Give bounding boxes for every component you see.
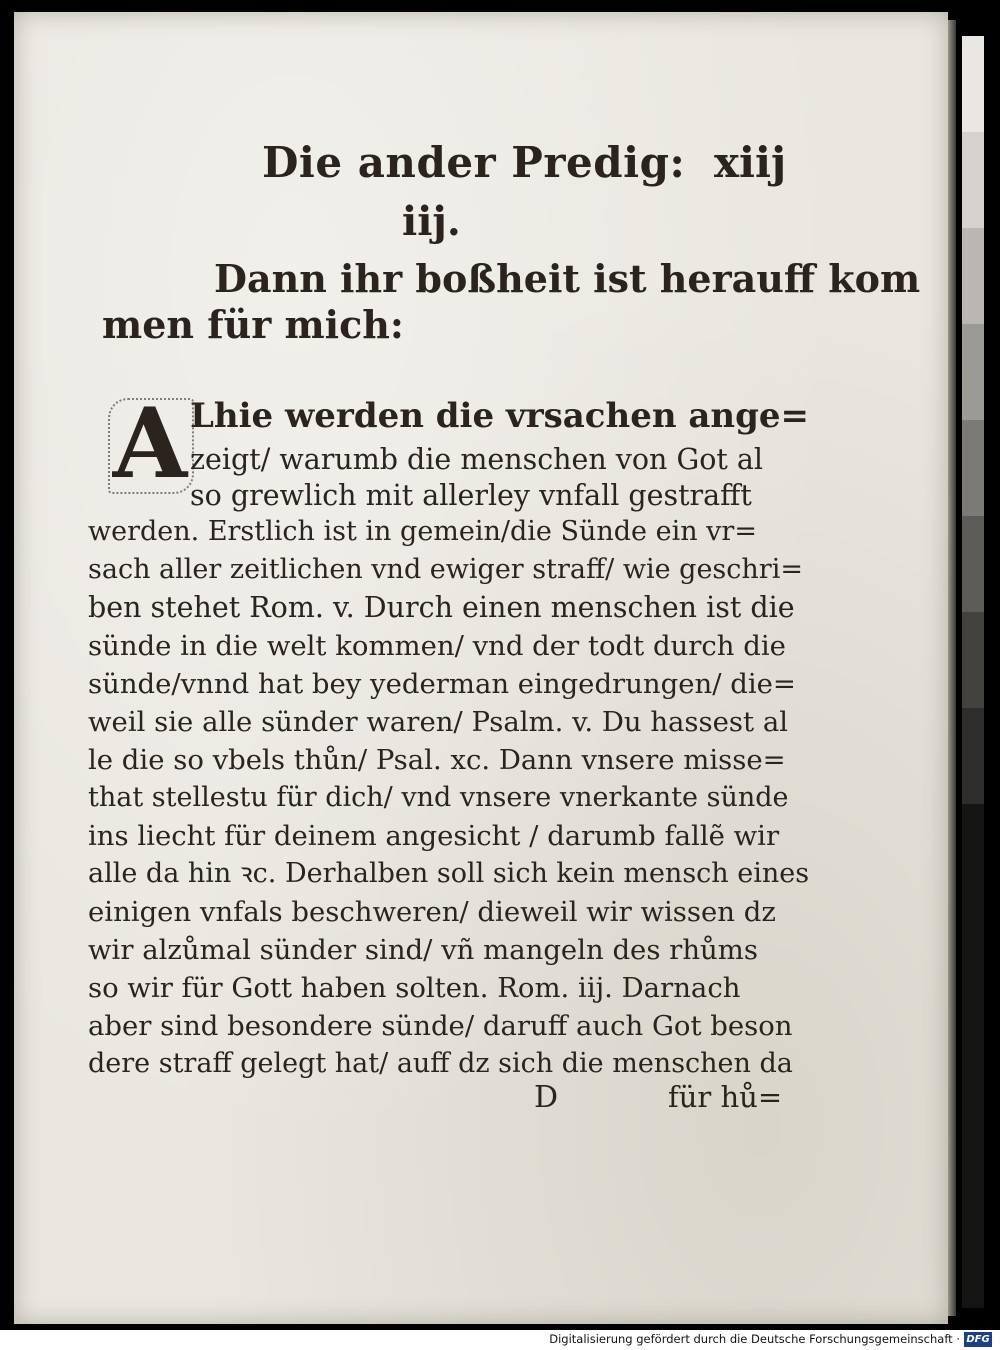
body-line: sünde/vnnd hat bey yederman eingedrungen/ die= bbox=[88, 668, 796, 700]
body-line: so grewlich mit allerley vnfall gestrafft bbox=[190, 479, 752, 512]
color-swatch bbox=[962, 420, 984, 516]
body-line: alle da hin ꝛc. Derhalben soll sich kein mensch eines bbox=[88, 858, 810, 889]
color-swatch bbox=[962, 612, 984, 708]
color-calibration-strip bbox=[962, 36, 984, 1308]
body-line: wir alzůmal sünder sind/ vñ mangeln des rhůms bbox=[88, 934, 758, 966]
body-line: ben stehet Rom. v. Durch einen menschen ist die bbox=[88, 591, 795, 624]
running-head: Die ander Predig: bbox=[262, 138, 686, 187]
catchword: für hů= bbox=[668, 1080, 783, 1114]
footer-credit: Digitalisierung gefördert durch die Deutsche Forschungsgemeinschaft · bbox=[549, 1332, 960, 1346]
body-line: le die so vbels thůn/ Psal. xc. Dann vnsere misse= bbox=[88, 744, 786, 776]
heading-line: men für mich: bbox=[102, 302, 404, 347]
color-swatch bbox=[962, 228, 984, 324]
folio-number: xiij bbox=[714, 138, 787, 187]
color-swatch bbox=[962, 324, 984, 420]
decorated-initial: A bbox=[106, 394, 194, 494]
page-edge bbox=[948, 20, 956, 1316]
signature-mark: D bbox=[534, 1080, 559, 1115]
body-line: ins liecht für deinem angesicht / darumb fallẽ wir bbox=[88, 820, 780, 852]
body-line: sach aller zeitlichen vnd ewiger straff/ wie geschri= bbox=[88, 554, 803, 585]
body-line: weil sie alle sünder waren/ Psalm. v. Du hassest al bbox=[88, 706, 789, 738]
body-line: zeigt/ warumb die menschen von Got al bbox=[190, 443, 764, 476]
color-swatch bbox=[962, 804, 984, 1308]
dfg-logo: DFG bbox=[964, 1332, 992, 1347]
color-swatch bbox=[962, 708, 984, 804]
body-line: werden. Erstlich ist in gemein/die Sünde ein vr= bbox=[88, 516, 757, 547]
body-line: einigen vnfals beschweren/ dieweil wir wissen dz bbox=[88, 896, 776, 928]
section-number: iij. bbox=[402, 198, 461, 245]
footer-bar bbox=[0, 1330, 1000, 1350]
color-swatch bbox=[962, 36, 984, 132]
color-swatch bbox=[962, 132, 984, 228]
heading-line: Dann ihr boßheit ist herauff kom bbox=[214, 256, 921, 301]
body-line: sünde in die welt kommen/ vnd der todt durch die bbox=[88, 630, 786, 662]
body-line: aber sind besondere sünde/ daruff auch Got beson bbox=[88, 1010, 793, 1042]
body-line: that stellestu für dich/ vnd vnsere vnerkante sünde bbox=[88, 782, 789, 813]
book-page bbox=[14, 12, 948, 1324]
body-line: dere straff gelegt hat/ auff dz sich die menschen da bbox=[88, 1048, 793, 1079]
body-line: Lhie werden die vrsachen ange= bbox=[190, 396, 810, 436]
body-line: so wir für Gott haben solten. Rom. iij. Darnach bbox=[88, 972, 741, 1004]
color-swatch bbox=[962, 516, 984, 612]
